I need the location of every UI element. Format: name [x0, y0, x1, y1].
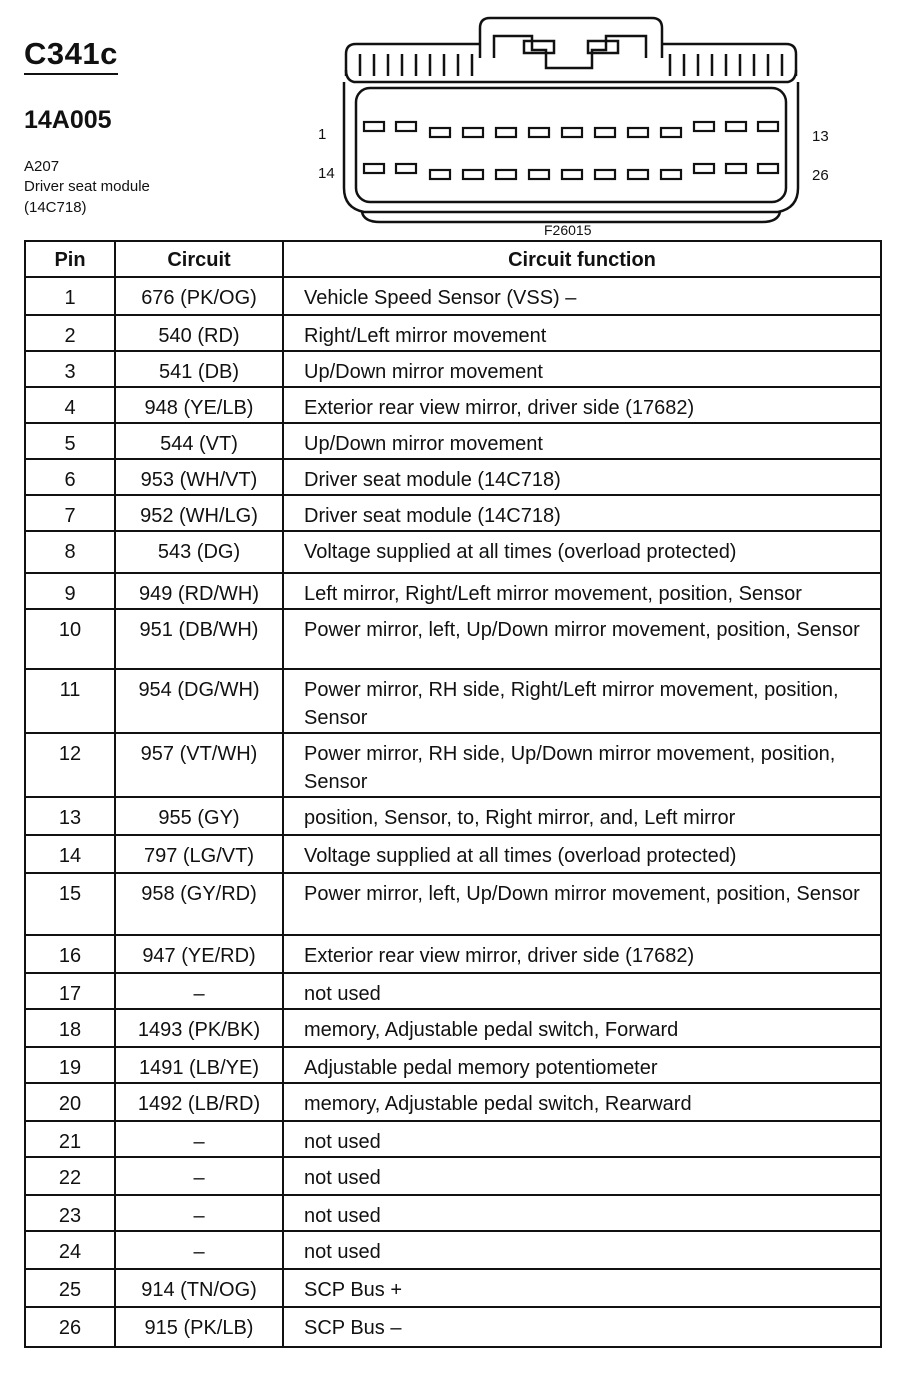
pin-cell: 8 [25, 531, 115, 573]
table-row [25, 797, 881, 835]
circuit-cell: – [115, 1157, 283, 1195]
circuit-cell: 541 (DB) [115, 351, 283, 387]
connector-shell [346, 44, 796, 76]
function-cell: Exterior rear view mirror, driver side (17682) [283, 935, 881, 973]
header-pin: Pin [25, 241, 115, 277]
table-row [25, 315, 881, 351]
table-row [25, 873, 881, 935]
connector-face-svg [300, 10, 820, 225]
circuit-cell: 544 (VT) [115, 423, 283, 459]
pin-cell: 11 [25, 669, 115, 733]
circuit-cell: 958 (GY/RD) [115, 873, 283, 935]
pin-cell: 9 [25, 573, 115, 609]
pin-cell: 1 [25, 277, 115, 315]
circuit-cell: 543 (DG) [115, 531, 283, 573]
table-row [25, 573, 881, 609]
table-row [25, 1269, 881, 1307]
table-row [25, 351, 881, 387]
header-circuit: Circuit [115, 241, 283, 277]
circuit-cell: 797 (LG/VT) [115, 835, 283, 873]
table-row [25, 733, 881, 797]
function-cell: SCP Bus – [283, 1307, 881, 1347]
circuit-cell: 914 (TN/OG) [115, 1269, 283, 1307]
header-function: Circuit function [283, 241, 881, 277]
pinout-table [24, 240, 882, 1348]
pin-cell: 2 [25, 315, 115, 351]
function-cell: Power mirror, left, Up/Down mirror movement, position, Sensor [283, 873, 881, 935]
connector-id-title: C341c [24, 36, 118, 75]
function-cell: Adjustable pedal memory potentiometer [283, 1047, 881, 1083]
function-cell: Exterior rear view mirror, driver side (17682) [283, 387, 881, 423]
circuit-cell: 953 (WH/VT) [115, 459, 283, 495]
table-row [25, 387, 881, 423]
function-cell: Up/Down mirror movement [283, 351, 881, 387]
table-row [25, 1195, 881, 1231]
pin-label-26: 26 [812, 167, 829, 184]
circuit-cell: 1492 (LB/RD) [115, 1083, 283, 1121]
table-row [25, 1121, 881, 1157]
circuit-cell: 951 (DB/WH) [115, 609, 283, 669]
pin-cell: 16 [25, 935, 115, 973]
circuit-cell: – [115, 1231, 283, 1269]
pin-label-1: 1 [318, 126, 327, 143]
table-header-row [25, 241, 881, 277]
pin-cell: 14 [25, 835, 115, 873]
function-cell: not used [283, 1195, 881, 1231]
circuit-cell: 947 (YE/RD) [115, 935, 283, 973]
function-cell: memory, Adjustable pedal switch, Rearward [283, 1083, 881, 1121]
function-cell: SCP Bus + [283, 1269, 881, 1307]
table-row [25, 1009, 881, 1047]
pin-label-14: 14 [318, 165, 335, 182]
circuit-cell: 955 (GY) [115, 797, 283, 835]
table-row [25, 1157, 881, 1195]
function-cell: Right/Left mirror movement [283, 315, 881, 351]
circuit-cell: 949 (RD/WH) [115, 573, 283, 609]
component-number: (14C718) [24, 199, 87, 216]
table-row [25, 835, 881, 873]
circuit-cell: – [115, 1195, 283, 1231]
circuit-cell: 948 (YE/LB) [115, 387, 283, 423]
table-row [25, 459, 881, 495]
pin-cell: 4 [25, 387, 115, 423]
table-row [25, 277, 881, 315]
pinout-table-body [25, 277, 881, 1347]
table-row [25, 423, 881, 459]
table-row [25, 531, 881, 573]
circuit-cell: 915 (PK/LB) [115, 1307, 283, 1347]
circuit-cell: – [115, 1121, 283, 1157]
pin-cell: 26 [25, 1307, 115, 1347]
component-description: Driver seat module [24, 178, 150, 195]
table-row [25, 495, 881, 531]
table-row [25, 1307, 881, 1347]
pin-cell: 25 [25, 1269, 115, 1307]
pin-label-13: 13 [812, 128, 829, 145]
pin-cell: 12 [25, 733, 115, 797]
circuit-cell: – [115, 973, 283, 1009]
function-cell: Power mirror, RH side, Right/Left mirror movement, position, Sensor [283, 669, 881, 733]
location-code: A207 [24, 158, 60, 175]
function-cell: not used [283, 973, 881, 1009]
circuit-cell: 540 (RD) [115, 315, 283, 351]
table-row [25, 935, 881, 973]
part-number: 14A005 [24, 106, 112, 134]
connector-face-diagram [300, 10, 820, 230]
pin-cell: 23 [25, 1195, 115, 1231]
function-cell: Driver seat module (14C718) [283, 459, 881, 495]
table-row [25, 1047, 881, 1083]
function-cell: not used [283, 1231, 881, 1269]
circuit-cell: 676 (PK/OG) [115, 277, 283, 315]
figure-code: F26015 [544, 222, 592, 238]
function-cell: Driver seat module (14C718) [283, 495, 881, 531]
table-row [25, 1231, 881, 1269]
circuit-cell: 1493 (PK/BK) [115, 1009, 283, 1047]
pin-cell: 22 [25, 1157, 115, 1195]
function-cell: memory, Adjustable pedal switch, Forward [283, 1009, 881, 1047]
table-row [25, 973, 881, 1009]
function-cell: Vehicle Speed Sensor (VSS) – [283, 277, 881, 315]
pin-cell: 21 [25, 1121, 115, 1157]
circuit-cell: 952 (WH/LG) [115, 495, 283, 531]
function-cell: Up/Down mirror movement [283, 423, 881, 459]
function-cell: Power mirror, left, Up/Down mirror movement, position, Sensor [283, 609, 881, 669]
function-cell: not used [283, 1121, 881, 1157]
pin-cell: 13 [25, 797, 115, 835]
function-cell: not used [283, 1157, 881, 1195]
table-row [25, 609, 881, 669]
pin-cell: 24 [25, 1231, 115, 1269]
pin-cell: 10 [25, 609, 115, 669]
pin-cell: 17 [25, 973, 115, 1009]
pin-cell: 5 [25, 423, 115, 459]
pin-cell: 6 [25, 459, 115, 495]
table-row [25, 1083, 881, 1121]
table-row [25, 669, 881, 733]
pin-cell: 15 [25, 873, 115, 935]
circuit-cell: 957 (VT/WH) [115, 733, 283, 797]
function-cell: Voltage supplied at all times (overload protected) [283, 531, 881, 573]
circuit-cell: 954 (DG/WH) [115, 669, 283, 733]
function-cell: position, Sensor, to, Right mirror, and, Left mirror [283, 797, 881, 835]
pin-cell: 18 [25, 1009, 115, 1047]
function-cell: Left mirror, Right/Left mirror movement, position, Sensor [283, 573, 881, 609]
pin-cell: 3 [25, 351, 115, 387]
function-cell: Voltage supplied at all times (overload protected) [283, 835, 881, 873]
connector-latch [480, 18, 662, 58]
pin-cell: 19 [25, 1047, 115, 1083]
function-cell: Power mirror, RH side, Up/Down mirror movement, position, Sensor [283, 733, 881, 797]
circuit-cell: 1491 (LB/YE) [115, 1047, 283, 1083]
pin-cell: 20 [25, 1083, 115, 1121]
pin-cell: 7 [25, 495, 115, 531]
